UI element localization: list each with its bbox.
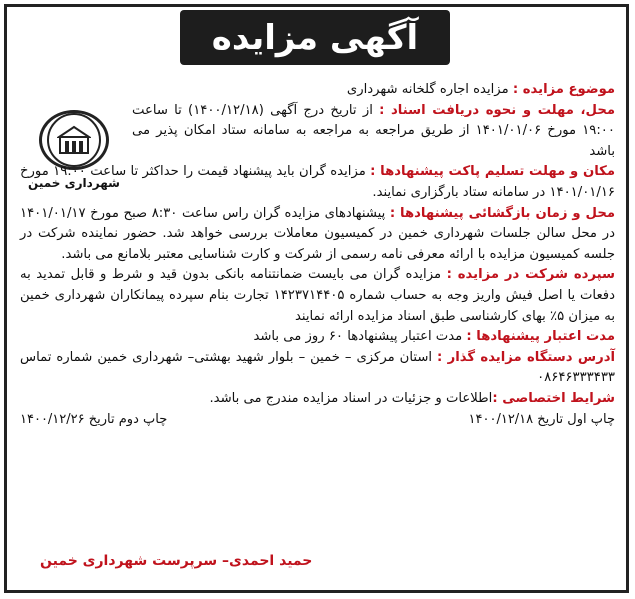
print-first: چاپ اول تاریخ ۱۴۰۰/۱۲/۱۸: [468, 411, 615, 427]
print-second: چاپ دوم تاریخ ۱۴۰۰/۱۲/۲۶: [20, 411, 168, 427]
notice-body: [20, 80, 615, 430]
section-submit: مکان و مهلت تسلیم پاکت پیشنهادها : مزایده گران باید پیشنهاد قیمت را حداکثر تا ساعت ۱۹:۰۰ مورخ ۱۴۰۱/۰۱/۱۶ در سامانه ستاد بارگزاری نمایند.: [20, 164, 615, 200]
section-opening: محل و زمان بازگشائی پیشنهادها : پیشنهادهای مزایده گران راس ساعت ۸:۳۰ صبح مورخ ۱۴۰۱/۰۱/۱۷ در محل سالن جلسات شهرداری خمین در کمیسیون معاملات بررسی خواهد شد. حضور نماینده شرکت در جلسه کمیسیون مزایده با ارائه معرفی نامه رسمی از شرکت و کارت شناسایی معتبر بلامانع می باشد.: [20, 205, 615, 262]
section-docs: محل، مهلت و نحوه دریافت اسناد : از تاریخ درج آگهی (۱۴۰۰/۱۲/۱۸) تا ساعت ۱۹:۰۰ مورخ ۱۴۰۱/۰۱/۰۶ از طریق مراجعه به مراجعه به سامانه ستاد امکان پذیر می باشد: [132, 102, 615, 159]
section-subject: موضوع مزایده : مزایده اجاره گلخانه شهرداری: [346, 82, 615, 97]
title-banner: [180, 10, 450, 65]
section-special: شرایط اختصاصی :اطلاعات و جزئیات در اسناد مزایده مندرج می باشد.: [209, 390, 615, 406]
signature: حمید احمدی– سرپرست شهرداری خمین: [40, 553, 313, 569]
section-address: آدرس دستگاه مزایده گذار : استان مرکزی – خمین – بلوار شهید بهشتی– شهرداری خمین شماره تماس ۰۸۶۴۶۳۳۳۴۳۳: [20, 349, 615, 386]
print-dates: [20, 410, 615, 431]
section-validity: مدت اعتبار پیشنهادها : مدت اعتبار پیشنهادها ۶۰ روز می باشد: [253, 329, 615, 345]
page-title: آگهی مزایده: [211, 17, 419, 58]
section-deposit: سپرده شرکت در مزایده : مزایده گران می بایست ضمانتنامه بانکی بدون قید و شرط و قابل تمدید به دفعات یا اصل فیش واریز وجه به حساب شماره ۱۴۲۳۷۱۴۴۰۵ تجارت بنام سپرده پیمانکاران شهرداری خمین به میزان ۵٪ بهای کارشناسی طبق اسناد مزایده ارائه نمایند: [20, 267, 615, 324]
logo-name: شهرداری خمین: [28, 176, 120, 190]
